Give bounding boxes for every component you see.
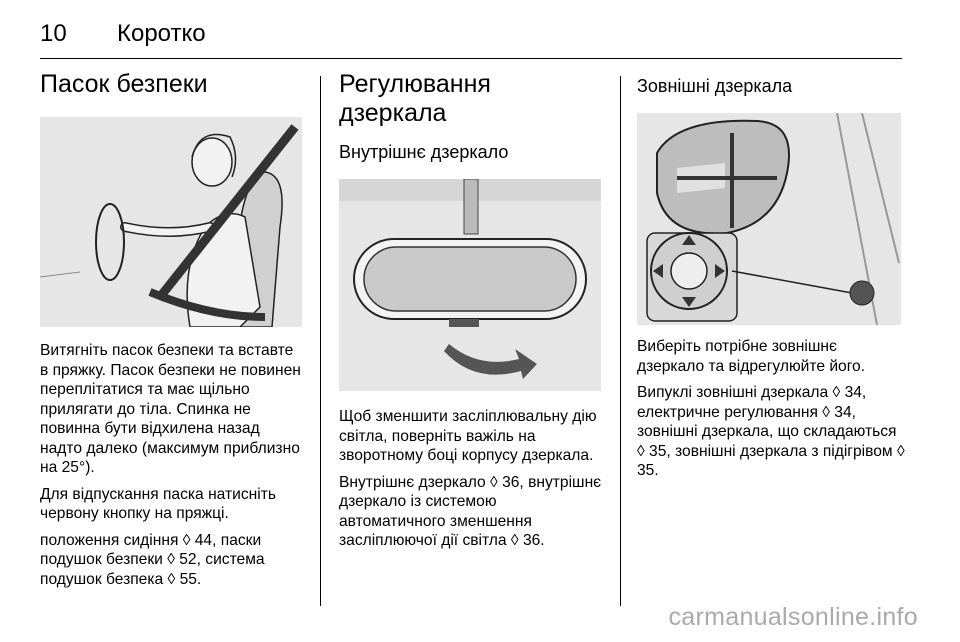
seat-belt-illustration [40, 117, 302, 327]
paragraph: Внутрішнє дзеркало ◊ 36, внутрішнє дзеркало із системою автоматичного зменшення засліплюючої дії світла ◊ 36. [339, 473, 602, 549]
subsection-heading: Внутрішнє дзеркало [339, 142, 509, 162]
seat-belt-drawing [40, 117, 302, 327]
mirror-adjustment-section [339, 70, 604, 558]
paragraph: Випуклі зовнішні дзеркала ◊ 34, електричне регулювання ◊ 34, зовнішні дзеркала, що складаються ◊ 35, зовнішні дзеркала з підігрівом ◊ 35. [637, 384, 905, 479]
interior-mirror-text [339, 407, 604, 551]
seat-belt-section [40, 70, 305, 596]
paragraph: Виберіть потрібне зовнішнє дзеркало та відрегулюйте його. [637, 338, 866, 375]
exterior-mirrors-section [637, 76, 907, 488]
exterior-mirror-illustration [637, 113, 901, 325]
page-number: 10 [40, 20, 67, 47]
interior-mirror-illustration [339, 179, 601, 391]
column-divider-2 [620, 76, 621, 606]
seat-belt-text [40, 341, 305, 589]
watermark: carmanualsonline.info [668, 603, 918, 631]
section-heading: Пасок безпеки [40, 70, 208, 98]
paragraph: Витягніть пасок безпеки та вставте в пряжку. Пасок безпеки не повинен переплітатися та має щільно прилягати до тіла. Спинка не повинна бути відхилена назад надто далеко (максимум приблизно на 25°). [40, 342, 301, 476]
page-title: Коротко [117, 20, 206, 47]
paragraph: положення сидіння ◊ 44, паски подушок безпеки ◊ 52, система подушок безпека ◊ 55. [40, 531, 265, 588]
header-rule [40, 58, 902, 59]
exterior-mirror-drawing [637, 113, 901, 325]
exterior-mirror-text [637, 337, 907, 481]
paragraph: Щоб зменшити засліплювальну дію світла, поверніть важіль на зворотному боці корпусу дзеркала. [339, 408, 597, 464]
section-heading: Зовнішні дзеркала [637, 76, 793, 96]
paragraph: Для відпускання паска натисніть червону кнопку на пряжці. [40, 485, 277, 522]
section-heading: Регулювання дзеркала [339, 70, 491, 127]
interior-mirror-drawing [339, 179, 601, 391]
column-divider-1 [320, 76, 321, 606]
